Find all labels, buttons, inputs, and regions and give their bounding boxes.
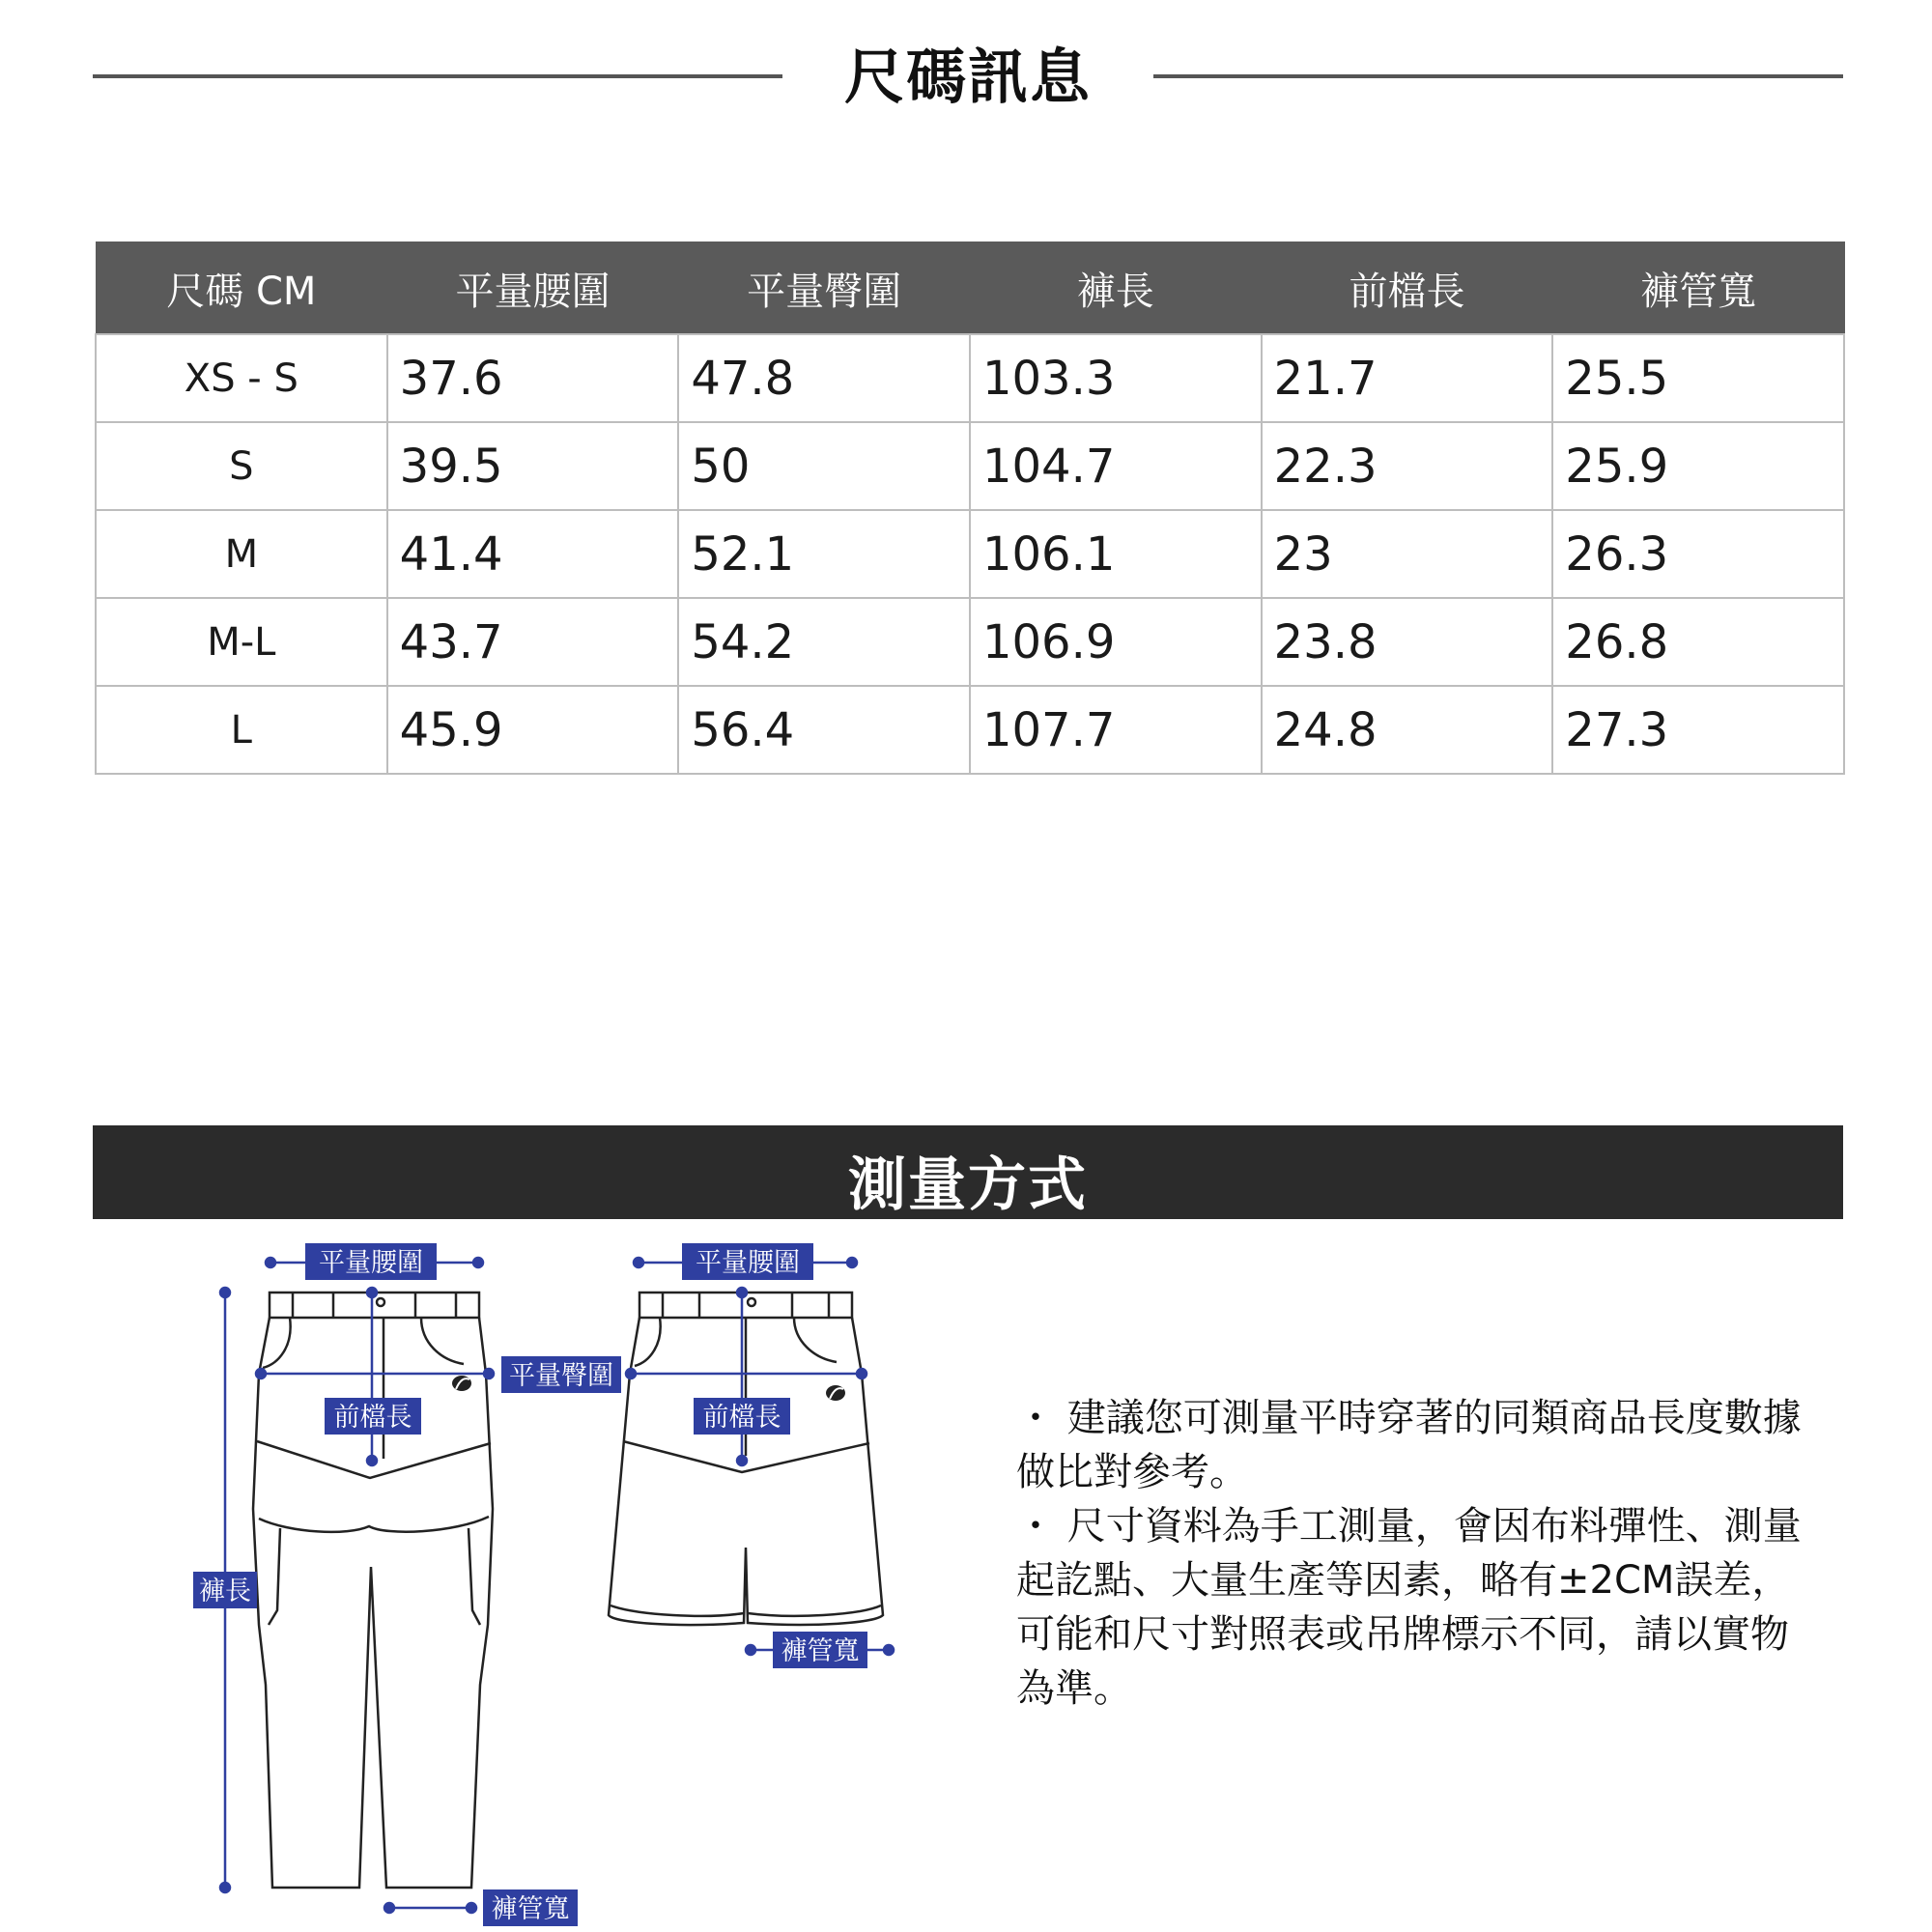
table-cell: 39.5 [387, 422, 679, 510]
label-waist-long [305, 1243, 437, 1280]
brand-logo-icon [452, 1376, 471, 1391]
table-cell: 56.4 [678, 686, 970, 774]
svg-text:褲長: 褲長 [199, 1577, 251, 1606]
header-rise: 前檔長 [1262, 242, 1553, 335]
note-item: ・ 建議您可測量平時穿著的同類商品長度數據做比對參考。 [1016, 1396, 1802, 1494]
table-header-row [96, 242, 1844, 335]
svg-text:平量腰圍: 平量腰圍 [319, 1248, 423, 1278]
table-cell: 43.7 [387, 598, 679, 686]
header-waist: 平量腰圍 [387, 242, 679, 335]
table-cell: 27.3 [1552, 686, 1844, 774]
label-rise-long [325, 1398, 421, 1435]
label-leg-opening-long [483, 1889, 578, 1926]
table-cell: 37.6 [387, 334, 679, 422]
table-cell: 106.1 [970, 510, 1262, 598]
table-cell: 23.8 [1262, 598, 1553, 686]
table-cell: 107.7 [970, 686, 1262, 774]
header-length: 褲長 [970, 242, 1262, 335]
size-cell: XS - S [96, 334, 387, 422]
label-hip-long [501, 1356, 621, 1393]
table-cell: 45.9 [387, 686, 679, 774]
size-cell: S [96, 422, 387, 510]
table-cell: 103.3 [970, 334, 1262, 422]
measurement-header [93, 1125, 1843, 1219]
svg-text:平量臀圍: 平量臀圍 [509, 1361, 613, 1391]
table-cell: 47.8 [678, 334, 970, 422]
table-row [96, 510, 1844, 598]
table-cell: 106.9 [970, 598, 1262, 686]
header-size: 尺碼 CM [96, 242, 387, 335]
note-item: ・ 尺寸資料為手工測量，會因布料彈性、測量起訖點、大量生產等因素，略有±2CM誤差，可能和尺寸對照表或吊牌標示不同，請以實物為準。 [1016, 1504, 1802, 1711]
table-cell: 22.3 [1262, 422, 1553, 510]
table-cell: 41.4 [387, 510, 679, 598]
table-cell: 25.9 [1552, 422, 1844, 510]
size-table [95, 242, 1845, 775]
svg-text:平量腰圍: 平量腰圍 [696, 1248, 800, 1278]
table-cell: 50 [678, 422, 970, 510]
table-cell: 26.3 [1552, 510, 1844, 598]
table-row [96, 686, 1844, 774]
size-cell: M [96, 510, 387, 598]
table-cell: 25.5 [1552, 334, 1844, 422]
size-cell: L [96, 686, 387, 774]
svg-text:前檔長: 前檔長 [702, 1403, 781, 1433]
label-waist-shorts [682, 1243, 813, 1280]
size-info-header [0, 0, 1932, 155]
table-cell: 26.8 [1552, 598, 1844, 686]
table-row [96, 598, 1844, 686]
table-cell: 52.1 [678, 510, 970, 598]
label-leg-opening-shorts [773, 1632, 867, 1668]
header-hip: 平量臀圍 [678, 242, 970, 335]
svg-text:褲管寬: 褲管寬 [491, 1894, 570, 1924]
table-cell: 23 [1262, 510, 1553, 598]
svg-text:褲管寬: 褲管寬 [781, 1636, 860, 1666]
label-length-long [193, 1572, 257, 1608]
table-cell: 104.7 [970, 422, 1262, 510]
label-rise-shorts [694, 1398, 790, 1435]
brand-logo-icon [826, 1385, 845, 1401]
table-cell: 54.2 [678, 598, 970, 686]
header-rule-left [93, 74, 782, 78]
table-cell: 21.7 [1262, 334, 1553, 422]
table-row [96, 334, 1844, 422]
table-row [96, 422, 1844, 510]
header-rule-right [1153, 74, 1843, 78]
measurement-title: 測量方式 [848, 1151, 1088, 1219]
measurement-notes [1016, 1391, 1818, 1716]
size-info-title: 尺碼訊息 [843, 42, 1092, 112]
size-cell: M-L [96, 598, 387, 686]
header-leg-opening: 褲管寬 [1552, 242, 1844, 335]
svg-text:前檔長: 前檔長 [333, 1403, 412, 1433]
table-cell: 24.8 [1262, 686, 1553, 774]
measurement-diagram [0, 1219, 966, 1932]
